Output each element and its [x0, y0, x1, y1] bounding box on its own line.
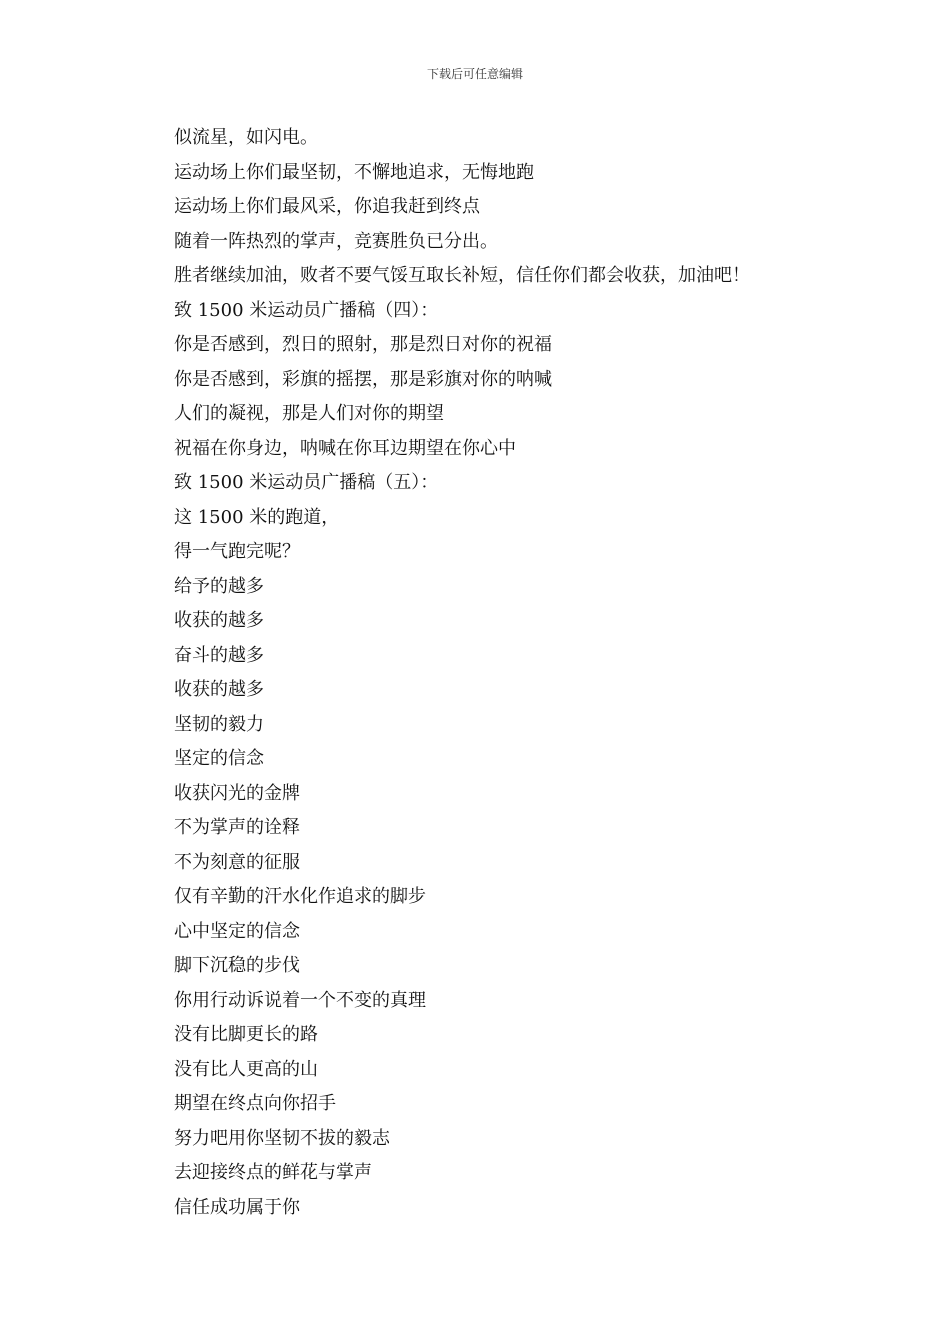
text-line: 信任成功属于你	[174, 1196, 300, 1218]
text-line: 不为刻意的征服	[174, 851, 300, 873]
section-heading: 致 1500 米运动员广播稿（四）：	[174, 299, 439, 321]
text-line: 仅有辛勤的汗水化作追求的脚步	[174, 886, 426, 907]
section-heading: 致 1500 米运动员广播稿（五）：	[174, 472, 439, 493]
text-line: 脚下沉稳的步伐	[174, 955, 300, 976]
text-line: 没有比人更高的山	[174, 1058, 318, 1080]
text-line: 期望在终点向你招手	[174, 1093, 336, 1114]
text-line: 胜者继续加油，败者不要气馁互取长补短，信任你们都会收获，加油吧！	[174, 265, 750, 286]
text-line: 你是否感到，烈日的照射，那是烈日对你的祝福	[174, 334, 552, 355]
text-line: 收获闪光的金牌	[174, 782, 300, 804]
text-line: 人们的凝视，那是人们对你的期望	[174, 403, 444, 424]
text-line: 祝福在你身边，呐喊在你耳边期望在你心中	[174, 437, 516, 459]
text-line: 去迎接终点的鲜花与掌声	[174, 1162, 372, 1183]
header-note: 下载后可任意编辑	[426, 67, 523, 81]
text-line: 随着一阵热烈的掌声，竞赛胜负已分出。	[174, 230, 498, 252]
text-line: 收获的越多	[174, 679, 264, 700]
text-line: 没有比脚更长的路	[174, 1024, 318, 1045]
text-line: 收获的越多	[174, 610, 264, 631]
text-line: 你用行动诉说着一个不变的真理	[174, 989, 426, 1011]
text-line: 得一气跑完呢？	[174, 541, 300, 562]
text-line: 努力吧用你坚韧不拔的毅志	[174, 1127, 390, 1149]
text-line: 你是否感到，彩旗的摇摆，那是彩旗对你的呐喊	[174, 368, 552, 390]
text-line: 运动场上你们最坚韧，不懈地追求，无悔地跑	[174, 161, 534, 183]
body-text	[174, 121, 814, 1225]
text-line: 坚定的信念	[174, 748, 264, 769]
text-line: 似流星，如闪电。	[174, 127, 318, 148]
text-line: 坚韧的毅力	[174, 713, 264, 735]
text-line: 不为掌声的诠释	[174, 817, 300, 838]
text-line: 心中坚定的信念	[174, 920, 300, 942]
text-line: 给予的越多	[174, 575, 264, 597]
text-line: 运动场上你们最风采，你追我赶到终点	[174, 196, 480, 217]
text-line: 奋斗的越多	[174, 644, 264, 666]
text-line: 这 1500 米的跑道，	[174, 506, 340, 528]
